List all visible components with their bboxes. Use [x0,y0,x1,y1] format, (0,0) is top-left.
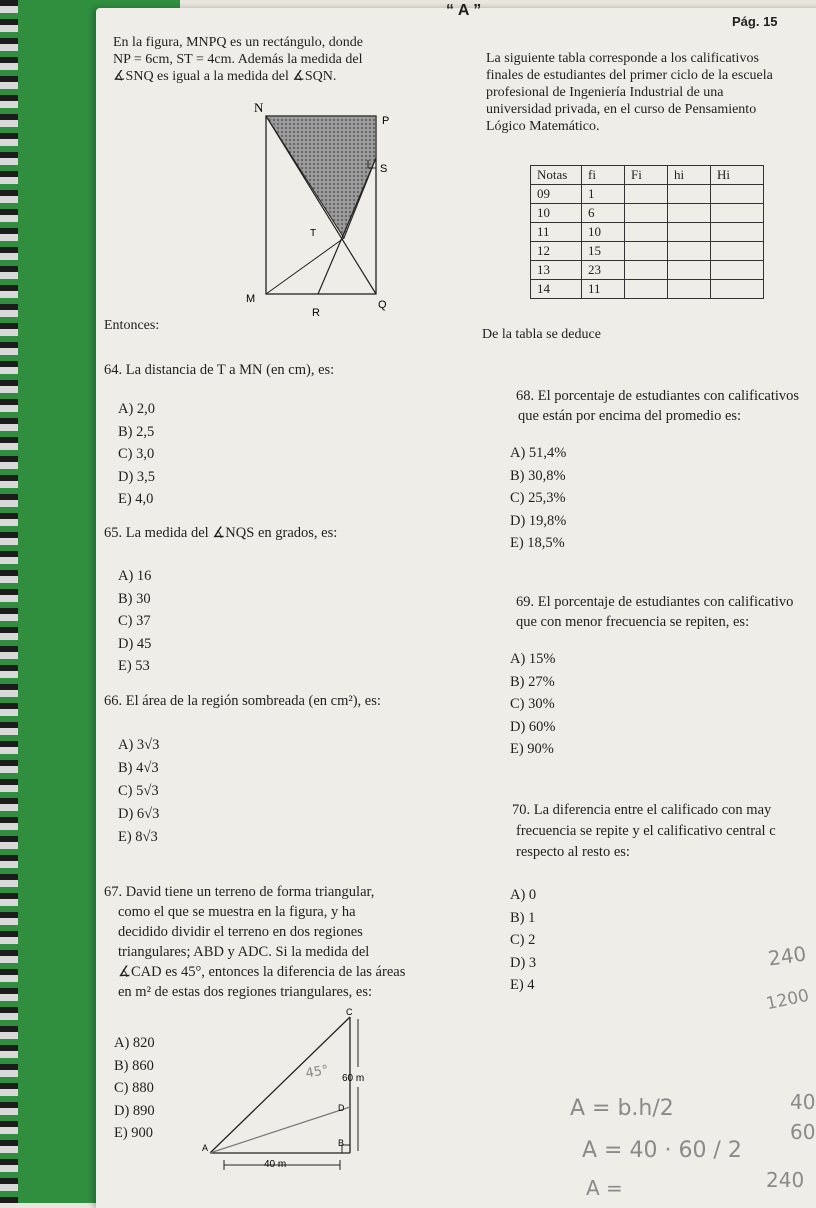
intro-line: universidad privada, en el curso de Pensamiento [486,102,757,117]
question-66: 66. El área de la región sombreada (en cm²), es: [104,693,381,709]
cell [625,280,668,299]
cell: 09 [531,185,582,204]
label-r: R [312,307,320,319]
option[interactable]: A) 2,0 [118,401,156,417]
option[interactable]: C) 37 [118,613,151,629]
cell [711,280,764,299]
cell [711,204,764,223]
label-n: N [254,100,264,115]
option[interactable]: D) 890 [114,1102,155,1119]
question-66-options [118,734,159,849]
label-t: T [310,228,317,239]
option[interactable]: A) 0 [510,887,537,903]
stem-line: que con menor frecuencia se repiten, es: [516,614,750,630]
stem-line: decidido dividir el terreno en dos regiones [118,924,363,940]
stem-line: 70. La diferencia entre el calificado con may [512,802,772,818]
option[interactable]: D) 60% [510,718,556,735]
cell [625,185,668,204]
triangle-figure [200,1005,380,1175]
cell: 14 [531,280,582,299]
question-64-options [118,398,155,511]
stem-line: 69. El porcentaje de estudiantes con calificativo [516,594,794,610]
rectangle-figure [240,98,400,323]
label-m: M [246,293,256,305]
question-64: 64. La distancia de T a MN (en cm), es: [104,362,335,378]
option[interactable]: E) 18,5% [510,535,565,551]
spiral-binding [0,0,18,1203]
question-65: 65. La medida del ∡NQS en grados, es: [104,525,338,541]
base-label: 40 m [264,1159,287,1170]
intro-line: Lógico Matemático. [486,119,600,134]
option[interactable]: D) 45 [118,635,152,652]
header-mark: “ A ” [446,2,482,19]
intro-line: La siguiente tabla corresponde a los calificativos [486,51,759,66]
stem-line: 68. El porcentaje de estudiantes con calificativos [516,388,800,404]
cell [625,261,668,280]
option[interactable]: E) 8√3 [118,829,158,845]
segment-ad [210,1107,350,1153]
handwritten-formula: A = [586,1176,623,1200]
page-number: Pág. 15 [732,14,778,29]
option[interactable]: E) 900 [114,1125,154,1141]
cell: 11 [531,223,582,242]
cell: 23 [582,261,625,280]
table-intro [486,50,816,135]
cell [625,223,668,242]
option[interactable]: B) 4√3 [118,760,159,776]
cell: 1 [582,185,625,204]
intro-line: NP = 6cm, ST = 4cm. Además la medida del [113,52,363,67]
table-row [531,261,764,280]
handwritten-number: 60 [790,1120,816,1144]
col-fi-cum: Fi [625,166,668,185]
option[interactable]: A) 51,4% [510,445,567,461]
label-b: B [338,1138,345,1148]
cell: 12 [531,242,582,261]
handwritten-number: 40 [790,1090,816,1114]
option[interactable]: B) 30 [118,590,151,607]
handwritten-angle: 45° [304,1062,330,1082]
handwritten-number: 1200 [764,985,811,1015]
cell [711,242,764,261]
question-67 [104,882,449,1002]
intro-line: En la figura, MNPQ es un rectángulo, donde [113,35,363,50]
stem-line: como el que se muestra en la figura, y ha [118,904,356,920]
option[interactable]: C) 30% [510,696,555,712]
question-65-options [118,565,151,678]
question-70-options [510,884,536,997]
cell: 10 [582,223,625,242]
cell: 11 [582,280,625,299]
cell: 13 [531,261,582,280]
segment-mt [266,238,344,294]
question-68 [516,386,816,426]
stem-line: ∡CAD es 45°, entonces la diferencia de las áreas [118,964,406,980]
question-68-options [510,442,566,555]
option[interactable]: A) 16 [118,568,152,584]
cell: 6 [582,204,625,223]
option[interactable]: A) 15% [510,651,556,667]
table-row [531,242,764,261]
label-c: C [346,1007,353,1017]
cell: 10 [531,204,582,223]
stem-line: 67. David tiene un terreno de forma triangular, [104,884,375,900]
cell [625,242,668,261]
intro-line: profesional de Ingeniería Industrial de una [486,85,724,100]
col-notas: Notas [531,166,582,185]
stem-line: que están por encima del promedio es: [518,408,742,424]
option[interactable]: A) 820 [114,1035,155,1051]
table-row [531,185,764,204]
option[interactable]: E) 4 [510,977,535,993]
option[interactable]: B) 860 [114,1057,154,1074]
label-s: S [380,163,388,175]
option[interactable]: D) 3,5 [118,468,156,485]
option[interactable]: B) 27% [510,673,555,690]
table-row [531,223,764,242]
question-67-options [114,1032,155,1145]
question-69 [516,592,816,632]
stem-line: en m² de estas dos regiones triangulares, es: [118,984,372,1000]
label-d: D [338,1103,345,1113]
side-ac [210,1017,350,1153]
table-row [531,204,764,223]
deduce-label: De la tabla se deduce [482,327,601,342]
option[interactable]: D) 19,8% [510,512,567,529]
option[interactable]: B) 1 [510,909,536,926]
frequency-table [530,165,764,299]
label-q: Q [378,299,387,311]
option[interactable]: A) 3√3 [118,737,160,753]
option[interactable]: B) 30,8% [510,467,566,484]
figure-intro [113,34,449,85]
cell [711,185,764,204]
shaded-region [266,116,376,238]
intro-line: ∡SNQ es igual a la medida del ∡SQN. [113,69,337,84]
intro-line: finales de estudiantes del primer ciclo de la escuela [486,68,773,83]
question-69-options [510,648,556,761]
col-fi: fi [582,166,625,185]
option[interactable]: B) 2,5 [118,423,155,440]
option[interactable]: C) 2 [510,932,536,948]
label-p: P [382,115,390,127]
table-row [531,280,764,299]
col-hi: hi [668,166,711,185]
cell [668,261,711,280]
cell [668,223,711,242]
cell: 15 [582,242,625,261]
handwritten-number: 240 [766,1168,805,1192]
option[interactable]: C) 880 [114,1080,154,1096]
option[interactable]: C) 3,0 [118,446,155,462]
handwritten-number: 240 [766,941,808,971]
stem-line: frecuencia se repite y el calificativo central c [516,823,776,839]
option[interactable]: E) 53 [118,658,150,674]
height-label: 60 m [342,1073,365,1084]
option[interactable]: C) 25,3% [510,490,566,506]
handwritten-formula: A = 40 · 60 / 2 [582,1138,742,1163]
stem-line: respecto al resto es: [516,844,630,860]
cell [668,204,711,223]
cell [668,185,711,204]
option[interactable]: C) 5√3 [118,783,159,799]
option[interactable]: E) 90% [510,741,554,757]
option[interactable]: E) 4,0 [118,491,154,507]
cell [668,242,711,261]
option[interactable]: D) 6√3 [118,806,160,822]
cell [668,280,711,299]
cell [625,204,668,223]
handwritten-formula: A = b.h/2 [570,1096,674,1121]
entonces-label: Entonces: [104,318,160,333]
table-header-row [531,166,764,185]
stem-line: triangulares; ABD y ADC. Si la medida del [118,944,370,960]
option[interactable]: D) 3 [510,954,537,971]
cell [711,223,764,242]
question-70 [512,800,816,863]
cell [711,261,764,280]
col-hi-cum: Hi [711,166,764,185]
label-a: A [202,1143,209,1153]
